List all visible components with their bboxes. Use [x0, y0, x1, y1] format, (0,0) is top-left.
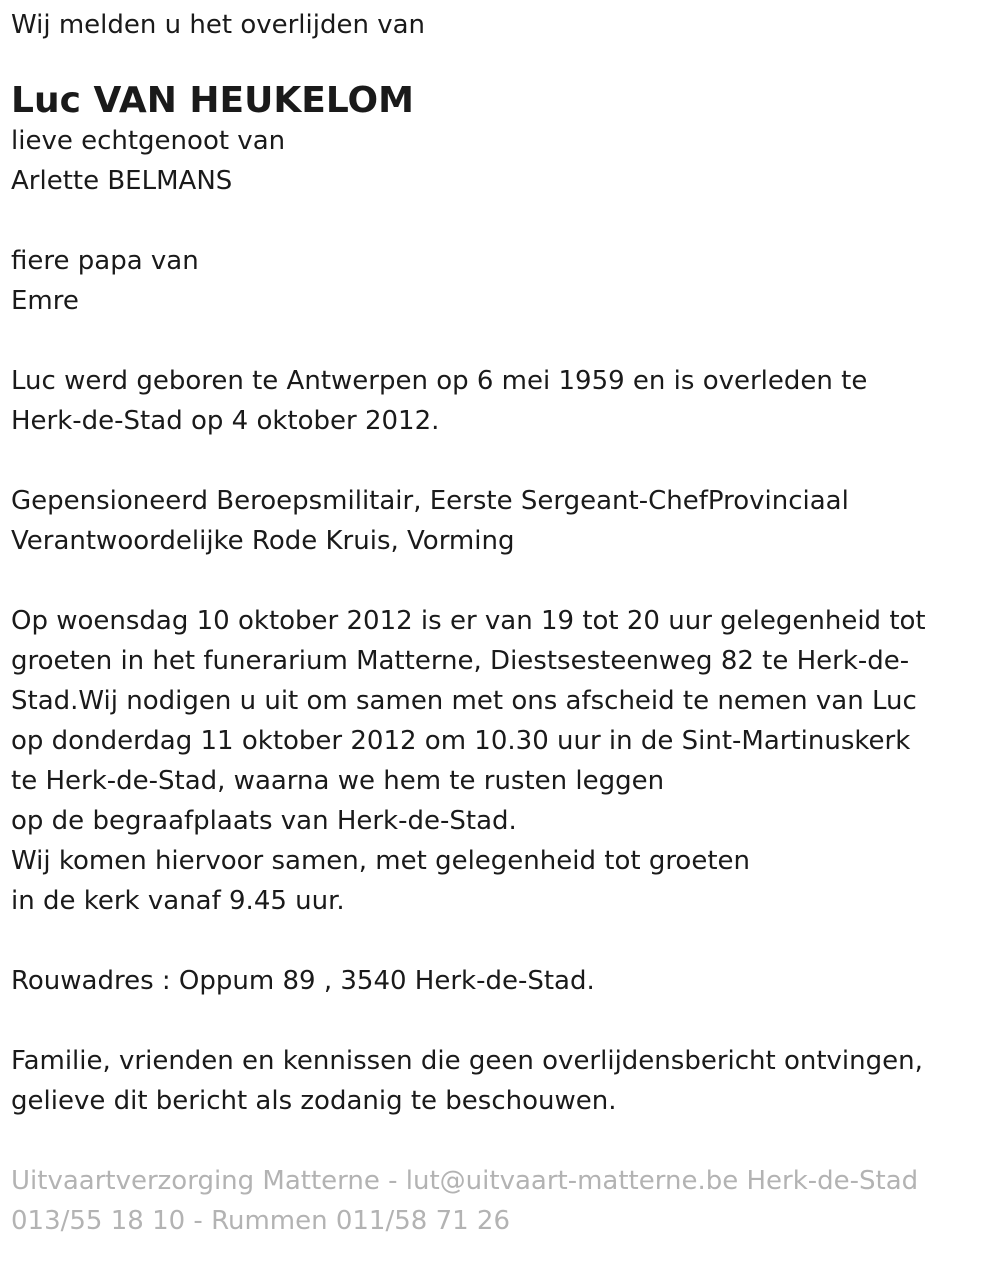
obituary-notice [11, 0, 991, 1241]
spouse-name: Arlette BELMANS [11, 166, 233, 196]
ceremony-paragraph [11, 601, 991, 921]
paragraph-line: Stad.Wij nodigen u uit om samen met ons afscheid te nemen van Luc [11, 686, 917, 716]
paragraph-line: gelieve dit bericht als zodanig te beschouwen. [11, 1086, 617, 1116]
footer-line: Uitvaartverzorging Matterne - lut@uitvaart-matterne.be Herk-de-Stad [11, 1166, 919, 1196]
paragraph-line: Familie, vrienden en kennissen die geen overlijdensbericht ontvingen, [11, 1046, 923, 1076]
child-relation: fiere papa van [11, 246, 199, 276]
paragraph-line: op donderdag 11 oktober 2012 om 10.30 uur in de Sint-Martinuskerk [11, 726, 911, 756]
paragraph-line: groeten in het funerarium Matterne, Diestsesteenweg 82 te Herk-de- [11, 646, 910, 676]
spacer [11, 441, 991, 481]
funeral-home-footer [11, 1161, 991, 1241]
paragraph-line: Herk-de-Stad op 4 oktober 2012. [11, 406, 440, 436]
profession-paragraph [11, 481, 991, 561]
paragraph-line: Verantwoordelijke Rode Kruis, Vorming [11, 526, 515, 556]
paragraph-line: Gepensioneerd Beroepsmilitair, Eerste Sergeant-ChefProvinciaal [11, 486, 849, 516]
notice-paragraph [11, 1041, 991, 1121]
child-name: Emre [11, 286, 79, 316]
footer-line: 013/55 18 10 - Rummen 011/58 71 26 [11, 1206, 511, 1236]
spouse-relation: lieve echtgenoot van [11, 126, 286, 156]
paragraph-line: te Herk-de-Stad, waarna we hem te rusten leggen [11, 766, 665, 796]
paragraph-line: Wij komen hiervoor samen, met gelegenheid tot groeten [11, 846, 751, 876]
birth-death-paragraph [11, 361, 991, 441]
spacer [11, 561, 991, 601]
spacer [11, 201, 991, 241]
spacer [11, 45, 991, 77]
paragraph-line: Luc werd geboren te Antwerpen op 6 mei 1959 en is overleden te [11, 366, 868, 396]
spacer [11, 921, 991, 961]
spacer [11, 1121, 991, 1161]
paragraph-line: Op woensdag 10 oktober 2012 is er van 19 tot 20 uur gelegenheid tot [11, 606, 926, 636]
spacer [11, 1001, 991, 1041]
spacer [11, 321, 991, 361]
intro-text: Wij melden u het overlijden van [11, 10, 426, 40]
paragraph-line: op de begraafplaats van Herk-de-Stad. [11, 806, 517, 836]
deceased-name: Luc VAN HEUKELOM [11, 80, 414, 121]
paragraph-line: in de kerk vanaf 9.45 uur. [11, 886, 345, 916]
mourning-address: Rouwadres : Oppum 89 , 3540 Herk-de-Stad. [11, 966, 595, 996]
